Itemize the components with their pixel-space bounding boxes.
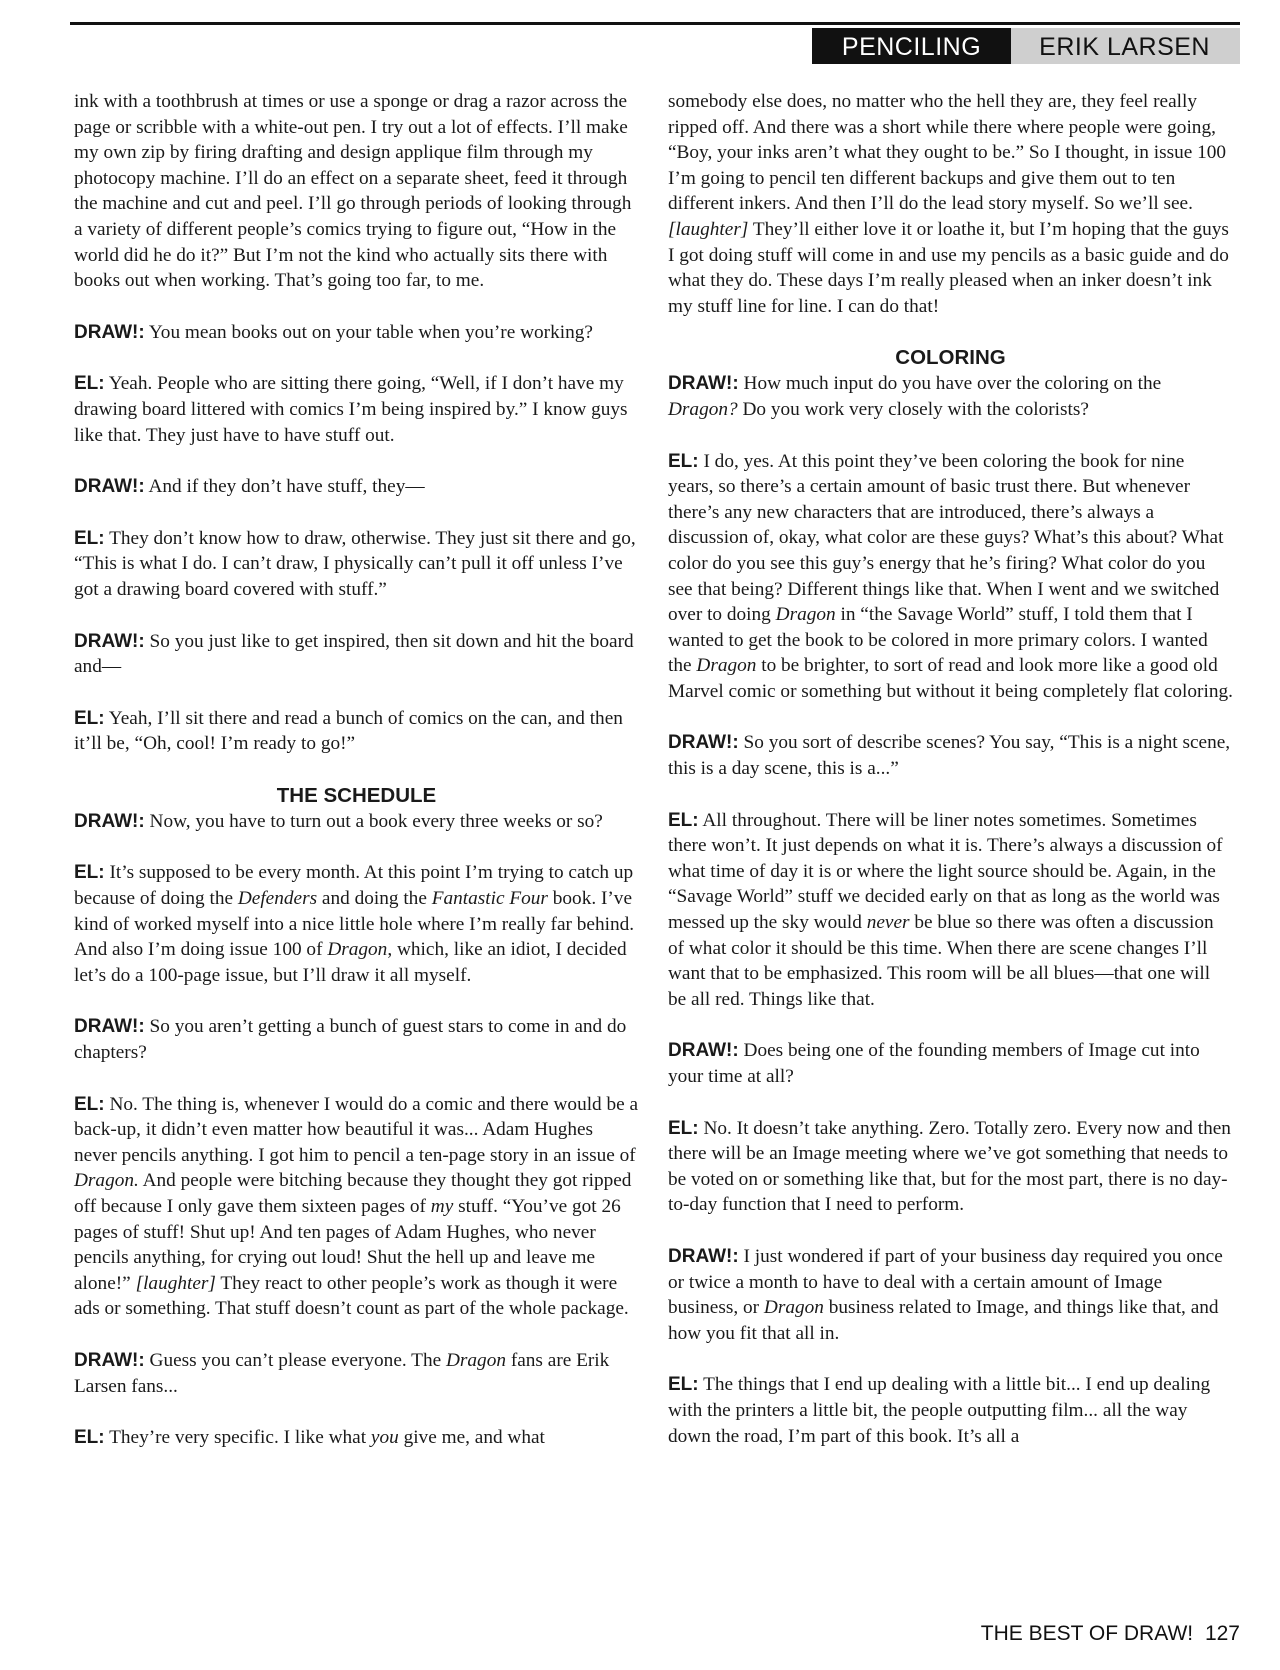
speaker-draw: DRAW!:: [74, 1016, 145, 1038]
section-heading-schedule: THE SCHEDULE: [276, 783, 437, 807]
answer: EL: It’s supposed to be every month. At this point I’m trying to catch up because of doing the Defenders and doing the Fantastic Four book. I’ve kind of worked myself into a nice little hole where I’m really far behind. And also I’m doing issue 100 of Dragon, which, like an idiot, I decided let’s do a 100-page issue, but I’ll draw it all myself.: [74, 862, 635, 986]
speaker-draw: DRAW!:: [668, 373, 739, 395]
speaker-el: EL:: [74, 1093, 105, 1115]
page-footer: [975, 1622, 1240, 1646]
question: DRAW!: So you just like to get inspired, then sit down and hit the board and—: [74, 630, 634, 678]
speaker-draw: DRAW!:: [74, 321, 145, 343]
running-header: [812, 28, 1240, 64]
footer-title: THE BEST OF DRAW!: [980, 1622, 1194, 1645]
question: DRAW!: I just wondered if part of your business day required you once or twice a month to have to deal with a certain amount of Image business, or Dragon business related to Image, and things like that, and how you fit that all in.: [668, 1245, 1223, 1344]
answer: EL: No. The thing is, whenever I would do a comic and there would be a back-up, it didn’t even matter how beautiful it was... Adam Hughes never pencils anything. I got him to pencil a ten-page story in an issue of Dragon. And people were bitching because they thought they got ripped off because I only gave them sixteen pages of my stuff. “You’ve got 26 pages of stuff! Shut up! And ten pages of Adam Hughes, who never pencils anything, for crying out loud! Shut the hell up and leave me alone!” [laughter] They react to other people’s work as though it were ads or something. That stuff doesn’t count as part of the whole package.: [74, 1093, 639, 1320]
left-column: [74, 89, 639, 1477]
answer: EL: They’re very specific. I like what you give me, and what: [74, 1427, 545, 1449]
question: DRAW!: So you sort of describe scenes? You say, “This is a night scene, this is a day scene, this is a...”: [668, 732, 1231, 780]
question: DRAW!: How much input do you have over the coloring on the Dragon? Do you work very closely with the colorists?: [668, 373, 1162, 420]
speaker-el: EL:: [668, 1374, 699, 1396]
question: DRAW!: And if they don’t have stuff, they—: [74, 476, 425, 498]
answer: EL: I do, yes. At this point they’ve been coloring the book for nine years, so there’s a certain amount of basic trust there. But whenever there’s any new characters that are introduced, there’s always a discussion of, okay, what color are these guys? What’s this about? What color do you see this guy’s energy that he’s firing? What color do you see that being? Different things like that. When I went and we switched over to doing Dragon in “the Savage World” stuff, I told them that I wanted to get the book to be colored in more primary colors. I wanted the Dragon to be brighter, to sort of read and look more like a good old Marvel comic or something but without it being completely flat coloring.: [668, 450, 1233, 702]
speaker-draw: DRAW!:: [74, 630, 145, 652]
answer: EL: All throughout. There will be liner notes sometimes. Sometimes there won’t. It just depends on what it is. There’s always a discussion of what time of day it is or where the light source should be. Again, in the “Savage World” stuff we decided early on that as long as the world was messed up the sky would never be blue so there was often a discussion of what color it should be this time. When there are scene changes I’ll want that to be emphasized. This room will be all blues—that one will be all red. Things like that.: [668, 809, 1223, 1010]
speaker-draw: DRAW!:: [74, 1349, 145, 1371]
section-label: PENCILING: [812, 28, 1011, 64]
answer: EL: Yeah, I’ll sit there and read a bunch of comics on the can, and then it’ll be, “Oh, cool! I’m ready to go!”: [74, 707, 623, 755]
answer: EL: They don’t know how to draw, otherwise. They just sit there and go, “This is what I do. I can’t draw, I physically can’t pull it off unless I’ve got a drawing board covered with stuff.”: [74, 527, 636, 600]
paragraph: somebody else does, no matter who the hell they are, they feel really ripped off. And there was a short while there where people were going, “Boy, your inks aren’t what they ought to be.” So I thought, in issue 100 I’m going to pencil ten different backups and give them out to ten different inkers. And then I’ll do the lead story myself. So we’ll see. [laughter] They’ll either love it or loathe it, but I’m hoping that the guys I got doing stuff will come in and use my pencils as a basic guide and do what they do. These days I’m really pleased when an inker doesn’t ink my stuff line for line. I can do that!: [668, 91, 1229, 317]
paragraph: ink with a toothbrush at times or use a sponge or drag a razor across the page or scribble with a white-out pen. I try out a lot of effects. I’ll make my own zip by firing drafting and design applique film through my photocopy machine. I’ll do an effect on a separate sheet, feed it through the machine and cut and peel. I’ll go through periods of looking through a variety of different people’s comics trying to figure out, “How in the world did he do it?” But I’m not the kind who actually sits there with books out when working. That’s going too far, to me.: [74, 91, 632, 292]
question: DRAW!: So you aren’t getting a bunch of guest stars to come in and do chapters?: [74, 1016, 627, 1064]
speaker-el: EL:: [74, 862, 105, 884]
section-heading-coloring: COLORING: [895, 346, 1006, 370]
question: DRAW!: You mean books out on your table when you’re working?: [74, 321, 593, 343]
speaker-el: EL:: [668, 450, 699, 472]
page-number: 127: [1204, 1622, 1240, 1645]
speaker-draw: DRAW!:: [74, 476, 145, 498]
right-column: [668, 89, 1233, 1475]
question: DRAW!: Now, you have to turn out a book every three weeks or so?: [74, 810, 603, 832]
answer: EL: No. It doesn’t take anything. Zero. Totally zero. Every now and then there will be an Image meeting where we’ve got something that needs to be voted on or something like that, but for the most part, there is no day-to-day function that I need to perform.: [668, 1117, 1231, 1216]
speaker-el: EL:: [74, 1427, 105, 1449]
speaker-draw: DRAW!:: [668, 732, 739, 754]
speaker-draw: DRAW!:: [668, 1040, 739, 1062]
speaker-el: EL:: [74, 527, 105, 549]
speaker-el: EL:: [74, 707, 105, 729]
question: DRAW!: Does being one of the founding members of Image cut into your time at all?: [668, 1040, 1200, 1087]
speaker-el: EL:: [668, 809, 699, 831]
speaker-draw: DRAW!:: [74, 810, 145, 832]
speaker-el: EL:: [668, 1117, 699, 1139]
speaker-el: EL:: [74, 373, 105, 395]
author-label: ERIK LARSEN: [1011, 28, 1240, 64]
speaker-draw: DRAW!:: [668, 1245, 739, 1267]
question: DRAW!: Guess you can’t please everyone. The Dragon fans are Erik Larsen fans...: [74, 1349, 610, 1397]
answer: EL: Yeah. People who are sitting there going, “Well, if I don’t have my drawing board littered with comics I’m being inspired by.” I know guys like that. They just have to have stuff out.: [74, 373, 628, 446]
answer: EL: The things that I end up dealing with a little bit... I end up dealing with the printers a little bit, the people outputting film... all the way down the road, I’m part of this book. It’s all a: [668, 1374, 1211, 1447]
header-rule: [70, 22, 1240, 25]
